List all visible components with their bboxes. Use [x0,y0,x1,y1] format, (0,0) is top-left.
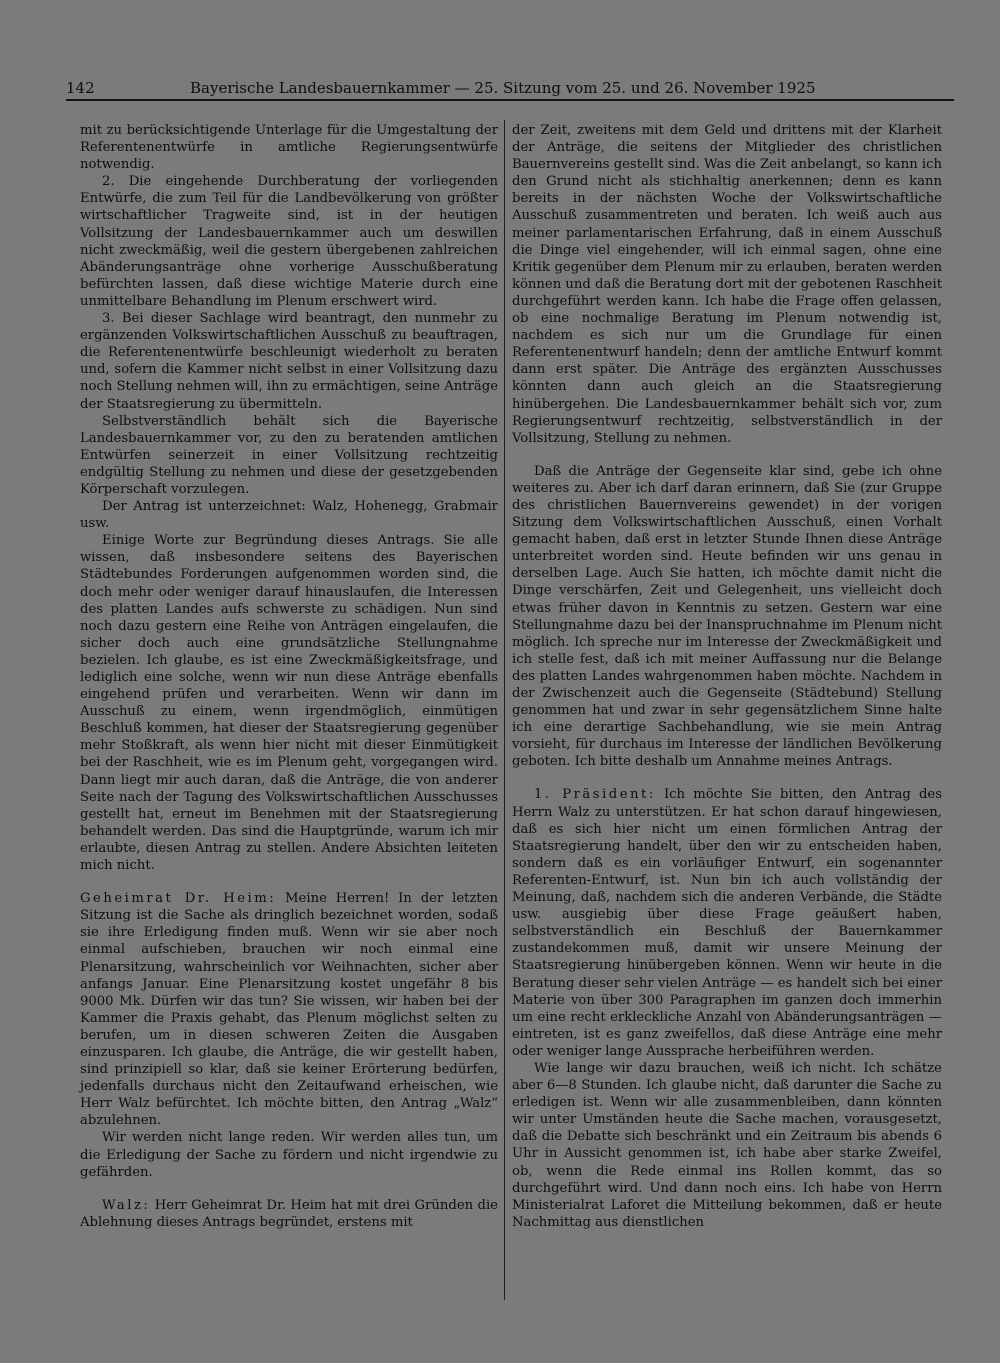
speech-paragraph [512,786,942,1060]
paragraph: Daß die Anträge der Gegenseite klar sind, gebe ich ohne weiteres zu. Aber ich darf daran erinnern, daß Sie (zur Gruppe des christlichen Bauernvereins gewendet) in der vorigen Sitzung dem Volkswirtschaftlichen Ausschuß, einen Vorhalt gemacht haben, daß erst in letzter Stunde Ihnen diese Anträge unterbreitet worden sind. Heute befinden wir uns genau in derselben Lage. Auch Sie hatten, ich möchte damit nicht die Dinge verschärfen, Zeit und Gelegenheit, uns vielleicht doch etwas früher davon in Kenntnis zu setzen. Gestern war eine Stellungnahme dazu bei der Inanspruchnahme im Plenum nicht möglich. Ich spreche nur im Interesse der Zweckmäßigkeit und ich stelle fest, daß ich mit meiner Auffassung nur die Belange des platten Landes wahrgenommen haben möchte. Nachdem in der Zwischenzeit auch die Gegenseite (Städtebund) Stellung genommen hat und zwar in sehr gegensätzlichem Sinne halte ich eine derartige Sachbehandlung, wie sie mein Antrag vorsieht, für durchaus im Interesse der ländlichen Bevölkerung geboten. Ich bitte deshalb um Annahme meines Antrags. [512,463,942,770]
paragraph: der Zeit, zweitens mit dem Geld und drittens mit der Klarheit der Anträge, die seitens der Mitglieder des christlichen Bauernvereins gestellt sind. Was die Zeit anbelangt, so kann ich den Grund nicht als stichhaltig anerkennen; denn es kann bereits in der nächsten Woche der Volkswirtschaftliche Ausschuß zusammentreten und beraten. Ich weiß auch aus meiner parlamentarischen Erfahrung, daß in einem Ausschuß die Dinge viel eingehender, will ich einmal sagen, ohne eine Kritik gegenüber dem Plenum mir zu erlauben, beraten werden können und daß die Beratung dort mit der gebotenen Raschheit durchgeführt werden kann. Ich habe die Frage offen gelassen, ob eine nochmalige Beratung im Plenum notwendig ist, nachdem es sich nur um die Grundlage für einen Referentenentwurf handeln; denn der amtliche Entwurf kommt dann erst später. Die Anträge des ergänzten Ausschusses könnten dann auch gleich an die Staatsregierung hinübergehen. Die Landesbauernkammer behält sich vor, zum Regierungsentwurf rechtzeitig, selbstverständlich in der Vollsitzung, Stellung zu nehmen. [512,123,942,446]
running-title: Bayerische Landesbauernkammer — 25. Sitzung vom 25. und 26. November 1925 [190,79,816,97]
speech-paragraph [80,890,498,1129]
left-column [80,122,498,1231]
paragraph: Selbstverständlich behält sich die Bayerische Landesbauernkammer vor, zu den zu beratenden amtlichen Entwürfen seinerzeit in einer Vollsitzung rechtzeitig endgültig Stellung zu nehmen und diese der gesetzgebenden Körperschaft vorzulegen. [80,413,498,497]
paragraph: 3. Bei dieser Sachlage wird beantragt, den nunmehr zu ergänzenden Volkswirtschaftlichen Ausschuß zu beauftragen, die Referentenentwürfe beschleunigt wiederholt zu beraten und, sofern die Kammer nicht selbst in einer Vollsitzung dazu noch Stellung nehmen will, ihn zu ermächtigen, seine Anträge der Staatsregierung zu übermitteln. [80,311,498,412]
paragraph: Wir werden nicht lange reden. Wir werden alles tun, um die Erledigung der Sache zu fördern und nicht irgendwie zu gefährden. [80,1130,498,1180]
right-column [512,122,942,1231]
paragraph: mit zu berücksichtigende Unterlage für die Umgestaltung der Referentenentwürfe in amtliche Regierungsentwürfe notwendig. [80,123,498,173]
page-number: 142 [66,79,95,97]
speaker-name: Geheimrat Dr. Heim: [80,891,277,907]
speaker-name: Walz: [102,1197,151,1213]
paragraph: Einige Worte zur Begründung dieses Antrags. Sie alle wissen, daß insbesondere seitens des Bayerischen Städtebundes Forderungen aufgenommen worden sind, die doch mehr oder weniger darauf hinauslaufen, die Interessen des platten Landes aufs schwerste zu schädigen. Nun sind noch dazu gestern eine Reihe von Anträgen eingelaufen, die sicher doch auch eine grundsätzliche Stellungnahme bezielen. Ich glaube, es ist eine Zweckmäßigkeitsfrage, und lediglich eine solche, wenn wir nun diese Anträge ebenfalls eingehend prüfen und verarbeiten. Wenn wir dann im Ausschuß zu einem, wenn irgendmöglich, einmütigen Beschluß kommen, hat dieser der Staatsregierung gegenüber mehr Stoßkraft, als wenn hier nicht mit dieser Einmütigkeit bei der Raschheit, wie es im Plenum geht, vorgegangen wird. Dann liegt mir auch daran, daß die Anträge, die von anderer Seite nach der Tagung des Volkswirtschaftlichen Ausschusses gestellt hat, erneut im Benehmen mit der Staatsregierung behandelt werden. Das sind die Hauptgründe, warum ich mir erlaubte, diesen Antrag zu stellen. Andere Absichten leiteten mich nicht. [80,533,498,874]
speech-text: Meine Herren! In der letzten Sitzung ist die Sache als dringlich bezeichnet worden, sodaß sie ihre Erledigung finden muß. Wenn wir sie aber noch einmal aufschieben, brauchen wir noch einmal eine Plenarsitzung, wahrscheinlich vor Weihnachten, sicher aber anfangs Januar. Eine Plenarsitzung kostet ungefähr 8 bis 9000 Mk. Dürfen wir das tun? Sie wissen, wir haben bei der Kammer die Praxis gehabt, das Plenum möglichst selten zu berufen, um in diesen schweren Zeiten die Ausgaben einzusparen. Ich glaube, die Anträge, die wir gestellt haben, sind prinzipiell so klar, daß sie keiner Erörterung bedürfen, jedenfalls durchaus nicht den Zeitaufwand erheischen, wie Herr Walz befürchtet. Ich möchte bitten, den Antrag „Walz“ abzulehnen. [80,891,498,1129]
column-divider [504,120,505,1300]
speech-text: Ich möchte Sie bitten, den Antrag des Herrn Walz zu unterstützen. Er hat schon darauf hingewiesen, daß es sich hier nicht um einen förmlichen Antrag der Staatsregierung handelt, über den wir zu entscheiden haben, sondern daß es ein vorläufiger Entwurf, ein sogenannter Referenten-Entwurf, ist. Nun bin ich auch vollständig der Meinung, daß, nachdem sich die anderen Verbände, die Städte usw. ausgiebig über diese Frage geäußert haben, selbstverständlich ein Beschluß der Bauernkammer zustandekommen muß, damit wir unsere Meinung der Staatsregierung hinübergeben können. Wenn wir heute in die Beratung dieser sehr vielen Anträge — es handelt sich bei einer Materie von über 300 Paragraphen im ganzen doch immerhin um eine recht erkleckliche Anzahl von Abänderungsanträgen — eintreten, ist es ganz zweifellos, daß diese Anträge eine mehr oder weniger lange Aussprache herbeiführen werden. [512,787,942,1059]
header-rule [66,99,954,101]
paragraph: 2. Die eingehende Durchberatung der vorliegenden Entwürfe, die zum Teil für die Landbevölkerung von größter wirtschaftlicher Tragweite sind, ist in der heutigen Vollsitzung der Landesbauernkammer auch um deswillen nicht zweckmäßig, weil die gestern übergebenen zahlreichen Abänderungsanträge ohne vorherige Ausschußberatung befürchten lassen, daß diese wichtige Materie durch eine unmittelbare Behandlung im Plenum erschwert wird. [80,174,498,309]
paragraph: Wie lange wir dazu brauchen, weiß ich nicht. Ich schätze aber 6—8 Stunden. Ich glaube nicht, daß darunter die Sache zu erledigen ist. Wenn wir alle zusammenbleiben, dann könnten wir unter Umständen heute die Sache machen, vorausgesetzt, daß die Debatte sich beschränkt und ein Zeitraum bis abends 6 Uhr in Aussicht genommen ist, ich habe aber starke Zweifel, ob, wenn die Rede einmal ins Rollen kommt, das so durchgeführt wird. Und dann noch eins. Ich habe von Herrn Ministerialrat Laforet die Mitteilung bekommen, daß er heute Nachmittag aus dienstlichen [512,1060,942,1230]
speaker-name: 1. Präsident: [534,787,656,803]
speech-paragraph [80,1197,498,1231]
paragraph: Der Antrag ist unterzeichnet: Walz, Hohenegg, Grabmair usw. [80,499,498,532]
speech-text: Herr Geheimrat Dr. Heim hat mit drei Gründen die Ablehnung dieses Antrags begründet, erstens mit [80,1197,498,1230]
